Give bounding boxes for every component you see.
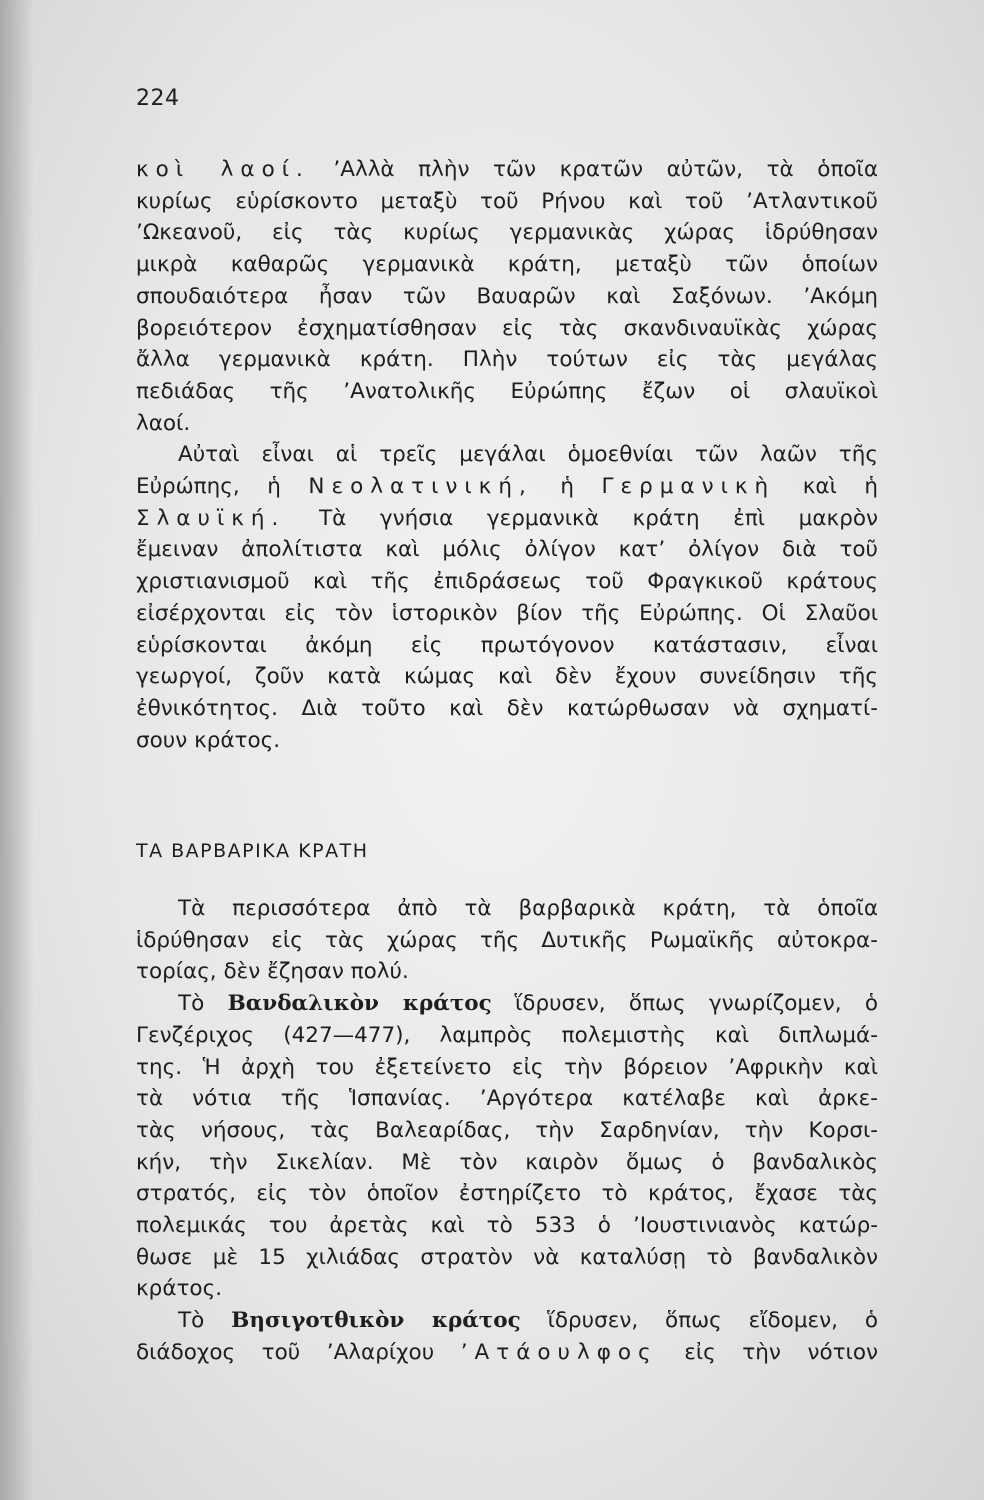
text-run: χριστιανισμοῦ καὶ τῆς ἐπιδράσεως τοῦ Φραγκικοῦ κράτους <box>136 569 878 595</box>
text-run: Αὐταὶ εἶναι αἱ τρεῖς μεγάλαι ὁμοεθνίαι τῶν λαῶν τῆς <box>178 442 878 468</box>
text-run: θωσε μὲ 15 χιλιάδας στρατὸν νὰ καταλύσῃ τὸ βανδαλικὸν <box>136 1244 878 1270</box>
text-run: ’Ωκεανοῦ, εἰς τὰς κυρίως γερμανικὰς χώρας ἱδρύθησαν <box>136 220 878 246</box>
text-run: βορειότερον ἐσχηματίσθησαν εἰς τὰς σκανδιναυϊκὰς χώρας <box>136 315 878 341</box>
text-line <box>136 661 878 693</box>
text-run: Τὸ <box>178 991 228 1017</box>
text-run: ἡ <box>532 474 602 500</box>
text-line <box>136 1115 878 1147</box>
text-line <box>136 1273 878 1305</box>
text-run: Εὐρώπης, ἡ <box>136 474 309 500</box>
text-line <box>136 344 878 376</box>
text-run: κήν, τὴν Σικελίαν. Μὲ τὸν καιρὸν ὅμως ὁ βανδαλικὸς <box>136 1149 878 1175</box>
text-run: καὶ ἡ <box>775 474 878 500</box>
text-run: Τὰ γνήσια γερμανικὰ κράτη ἐπὶ μακρὸν <box>285 505 878 531</box>
text-run: μικρὰ καθαρῶς γερμανικὰ κράτη, μεταξὺ τῶν ὁποίων <box>136 252 878 278</box>
text-line <box>136 1210 878 1242</box>
text-run: εἰς τὴν νότιον <box>657 1339 878 1365</box>
text-run: ἄλλα γερμανικὰ κράτη. Πλὴν τούτων εἰς τὰς μεγάλας <box>136 347 878 373</box>
text-run: ’Αλλὰ πλὴν τῶν κρατῶν αὐτῶν, τὰ ὁποῖα <box>309 157 878 182</box>
spaced-term: ’Ατάουλφος <box>460 1339 658 1365</box>
text-run: εὑρίσκονται ἀκόμη εἰς πρωτόγονον κατάστασιν, εἶναι <box>136 632 878 658</box>
text-run: ἔμειναν ἀπολίτιστα καὶ μόλις ὀλίγον κατ’ ὀλίγον διὰ τοῦ <box>136 537 878 563</box>
text-run: ἐθνικότητος. Διὰ τοῦτο καὶ δὲν κατώρθωσαν νὰ σχηματί- <box>136 695 878 721</box>
text-line <box>136 154 878 186</box>
bold-term: Βησιγοτθικὸν κράτος <box>231 1308 521 1334</box>
spaced-term: Νεολατινική, <box>308 474 533 500</box>
text-run: πεδιάδας τῆς ’Ανατολικῆς Εὐρώπης ἔζων οἱ σλαυϊκοὶ <box>136 378 878 404</box>
text-run: κυρίως εὑρίσκοντο μεταξὺ τοῦ Ρήνου καὶ τοῦ ’Ατλαντικοῦ <box>136 188 878 214</box>
text-line <box>136 408 878 440</box>
text-line <box>136 725 878 757</box>
text-run: ἱδρύθησαν εἰς τὰς χώρας τῆς Δυτικῆς Ρωμαϊκῆς αὐτοκρα- <box>136 927 878 953</box>
spaced-term: Γερμανικὴ <box>601 474 776 500</box>
text-run: στρατός, εἰς τὸν ὁποῖον ἐστηρίζετο τὸ κράτος, ἔχασε τὰς <box>136 1181 878 1207</box>
body-text-section-1 <box>136 154 878 756</box>
text-run: της. Ἡ ἀρχὴ του ἐξετείνετο εἰς τὴν βόρειον ’Αφρικὴν καὶ <box>136 1054 878 1080</box>
text-line <box>136 313 878 345</box>
text-line <box>136 956 878 988</box>
text-line <box>136 598 878 630</box>
text-line <box>136 893 878 925</box>
text-run: λαοί. <box>136 410 191 436</box>
text-line <box>136 925 878 957</box>
text-run: σπουδαιότερα ἦσαν τῶν Βαυαρῶν καὶ Σαξόνων. ’Ακόμη <box>136 283 878 309</box>
page-number: 224 <box>136 86 180 111</box>
text-line <box>136 988 878 1020</box>
page-spine-shadow <box>0 0 34 1500</box>
text-line <box>136 186 878 218</box>
spaced-term: κοὶ λαοί. <box>136 157 310 182</box>
text-run: σουν κράτος. <box>136 727 281 753</box>
text-line <box>136 1305 878 1337</box>
text-run: διάδοχος τοῦ ’Αλαρίχου <box>136 1339 461 1365</box>
bold-term: Βανδαλικὸν κράτος <box>227 991 492 1017</box>
text-line <box>136 439 878 471</box>
text-line <box>136 217 878 249</box>
text-line <box>136 1083 878 1115</box>
text-run: Γενζέριχος (427—477), λαμπρὸς πολεμιστὴς καὶ διπλωμά- <box>136 1022 878 1048</box>
text-run: τὰ νότια τῆς Ἱσπανίας. ’Αργότερα κατέλαβε καὶ ἀρκε- <box>136 1086 878 1112</box>
text-line <box>136 1178 878 1210</box>
text-run: Τὸ <box>178 1308 232 1334</box>
text-line <box>136 1020 878 1052</box>
text-line <box>136 376 878 408</box>
spaced-term: Σλαυϊκή. <box>136 505 286 531</box>
text-line <box>136 534 878 566</box>
text-line <box>136 630 878 662</box>
text-line <box>136 693 878 725</box>
body-text-section-2 <box>136 893 878 1369</box>
section-heading: ΤΑ ΒΑΡΒΑΡΙΚΑ ΚΡΑΤΗ <box>136 840 369 862</box>
text-run: ἵδρυσεν, ὅπως γνωρίζομεν, ὁ <box>491 991 878 1017</box>
text-run: ἵδρυσεν, ὅπως εἴδομεν, ὁ <box>520 1308 878 1334</box>
text-line <box>136 471 878 503</box>
text-run: γεωργοί, ζοῦν κατὰ κώμας καὶ δὲν ἔχουν συνείδησιν τῆς <box>136 664 878 690</box>
text-line <box>136 566 878 598</box>
text-line <box>136 503 878 535</box>
text-line <box>136 249 878 281</box>
text-run: κράτος. <box>136 1276 223 1302</box>
text-run: Τὰ περισσότερα ἀπὸ τὰ βαρβαρικὰ κράτη, τὰ ὁποῖα <box>178 896 878 921</box>
text-run: τορίας, δὲν ἔζησαν πολύ. <box>136 959 409 985</box>
text-line <box>136 1052 878 1084</box>
text-run: πολεμικάς του ἀρετὰς καὶ τὸ 533 ὁ ’Ιουστινιανὸς κατώρ- <box>136 1213 878 1239</box>
text-line <box>136 1337 878 1369</box>
text-line <box>136 281 878 313</box>
text-run: εἰσέρχονται εἰς τὸν ἱστορικὸν βίον τῆς Εὐρώπης. Οἱ Σλαῦοι <box>136 600 878 626</box>
text-line <box>136 1242 878 1274</box>
text-line <box>136 1147 878 1179</box>
text-run: τὰς νήσους, τὰς Βαλεαρίδας, τὴν Σαρδηνίαν, τὴν Κορσι- <box>136 1117 878 1143</box>
